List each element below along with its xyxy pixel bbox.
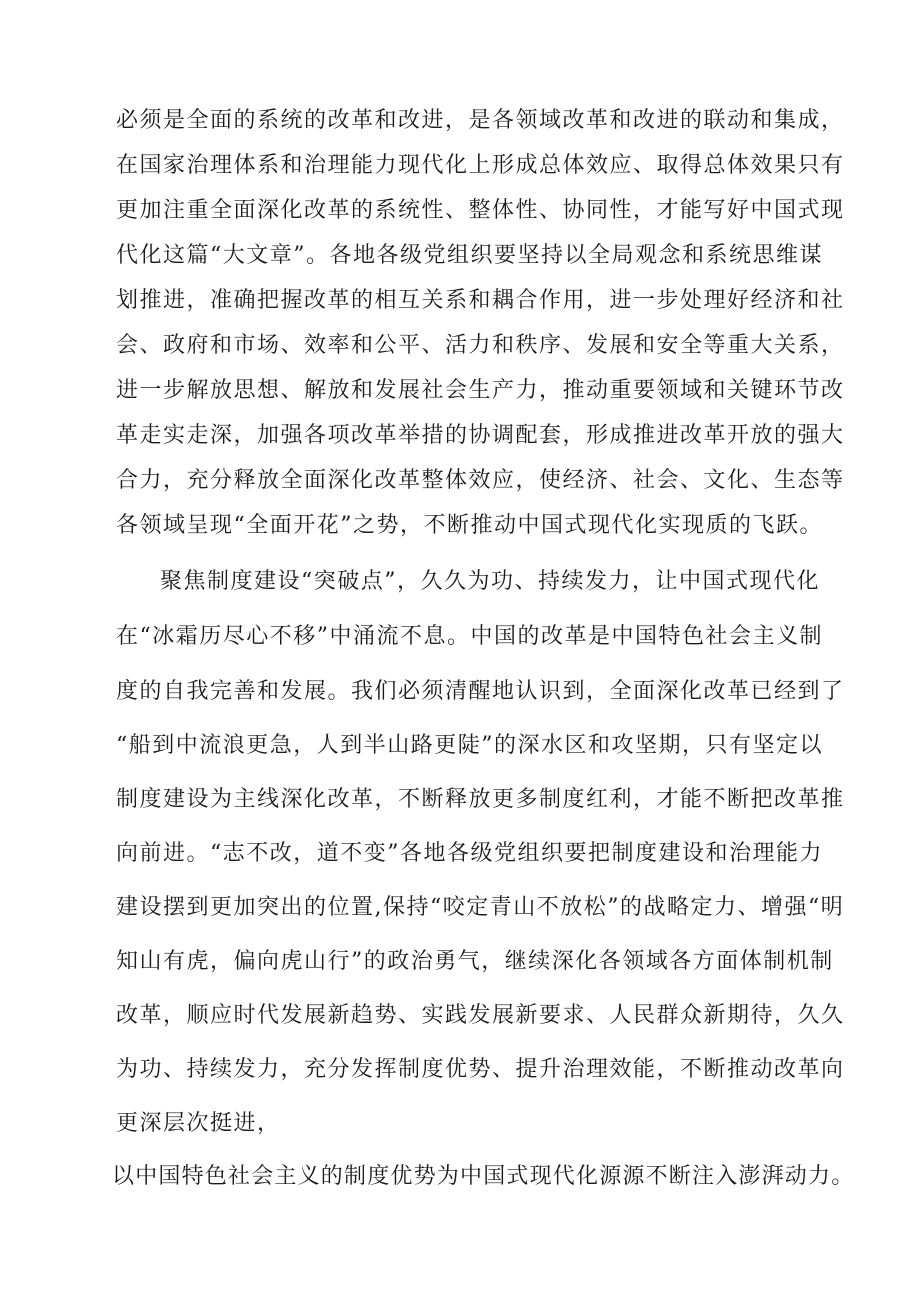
text-line: 划推进，准确把握改革的相互关系和耦合作用，进一步处理好经济和社	[116, 288, 845, 313]
text-line: 合力，充分释放全面深化改革整体效应，使经济、社会、文化、生态等	[116, 468, 845, 493]
text-line: 度的自我完善和发展。我们必须清醒地认识到，全面深化改革已经到了	[116, 679, 845, 704]
text-line: 聚焦制度建设“突破点”，久久为功、持续发力，让中国式现代化	[160, 569, 820, 594]
text-line: 更深层次挺进，	[116, 1111, 281, 1136]
text-line: 知山有虎，偏向虎山行”的政治勇气，继续深化各领域各方面体制机制	[116, 949, 834, 974]
text-line: 改革，顺应时代发展新趋势、实践发展新要求、人民群众新期待，久久	[116, 1003, 845, 1028]
text-line: 各领域呈现“全面开花”之势，不断推动中国式现代化实现质的飞跃。	[116, 513, 823, 538]
text-line: “船到中流浪更急，人到半山路更陡”的深水区和攻坚期，只有坚定以	[116, 733, 823, 758]
text-line: 革走实走深，加强各项改革举措的协调配套，形成推进改革开放的强大	[116, 423, 845, 448]
text-line: 建设摆到更加突出的位置,保持“咬定青山不放松”的战略定力、增强“明	[116, 895, 845, 920]
text-line: 以中国特色社会主义的制度优势为中国式现代化源源不断注入澎湃动力。	[112, 1164, 855, 1189]
text-line: 在“冰霜历尽心不移”中涌流不息。中国的改革是中国特色社会主义制	[116, 624, 823, 649]
text-line: 必须是全面的系统的改革和改进，是各领域改革和改进的联动和集成，	[116, 108, 845, 133]
text-line: 代化这篇“大文章”。各地各级党组织要坚持以全局观念和系统思维谋	[116, 243, 823, 268]
text-line: 向前进。“志不改，道不变”各地各级党组织要把制度建设和治理能力	[116, 841, 823, 866]
text-line: 进一步解放思想、解放和发展社会生产力，推动重要领域和关键环节改	[116, 378, 845, 403]
text-line: 为功、持续发力，充分发挥制度优势、提升治理效能，不断推动改革向	[116, 1057, 845, 1082]
text-line: 更加注重全面深化改革的系统性、整体性、协同性，才能写好中国式现	[116, 198, 845, 223]
text-line: 在国家治理体系和治理能力现代化上形成总体效应、取得总体效果只有	[116, 153, 845, 178]
text-line: 会、政府和市场、效率和公平、活力和秩序、发展和安全等重大关系，	[116, 333, 845, 358]
text-line: 制度建设为主线深化改革，不断释放更多制度红利，才能不断把改革推	[116, 787, 845, 812]
